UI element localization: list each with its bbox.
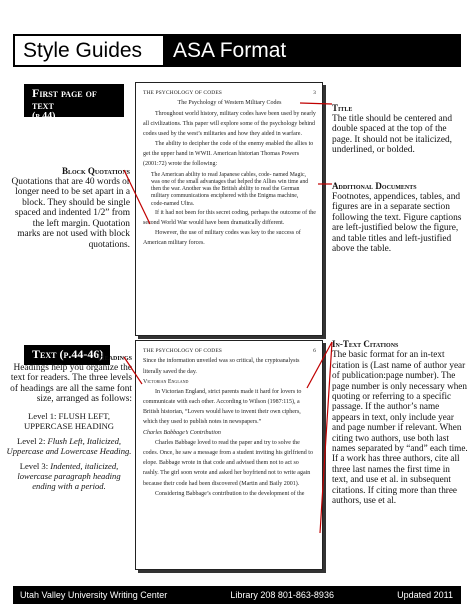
in-text-citations-text: The basic format for an in-text citation is (Last name of author year of publication:page number). The page number is only necessary when quoting or referring to a specific passage. If the author’s name appears in text, only include year and page number if relevant. When citing two authors, use both last names separated by “and” each time. If a work has three authors, cite all three last names the first time in text, and use et al. in subsequent citations. If citing more than three authors, use et al.: [332, 349, 468, 506]
page2-running-head: [143, 347, 316, 356]
page1-title: The Psychology of Western Military Codes: [177, 100, 282, 107]
style-guides-header: Style Guides: [13, 34, 165, 67]
page1-paragraph: The ability to decipher the code of the enemy enabled the allies to get the upper hand in WWII. American historian Thomas Powers (2001:72) wrote the following:: [143, 141, 314, 168]
page1-block-quote: The American ability to read Japanese cables, code- named Magic, was one of the small advantages that helped the Allies win time and then the war. Another was the British ability to read the German military communications enciphered with the Enigma machine, code-named Ultra.: [151, 171, 309, 207]
page1-running-head-text: THE PSYCHOLOGY OF CODES: [143, 90, 222, 96]
page1-paragraph: If it had not been for this secret coding, perhaps the outcome of the second World War would have been dramatically different.: [143, 209, 316, 227]
block-quotations-title: Block Quotations: [61, 166, 130, 176]
headings-note: [8, 352, 132, 405]
block-quotations-note: [8, 166, 130, 250]
footer-library-phone: Library 208 801-863-8936: [230, 590, 334, 600]
page2-intro: Since the information unveiled was so critical, the cryptoanalysts literally saved the day.: [143, 358, 300, 375]
footer-updated: Updated 2011: [397, 590, 453, 600]
block-quotations-text: Quotations that are 40 words or longer need to be set apart in a block. They should be single spaced and indented 1/2” from the left margin. Quotation marks are not used with block quotations.: [11, 176, 130, 250]
sample-first-page: [135, 82, 323, 336]
page1-running-head: [143, 89, 316, 98]
page2-paragraph: In Victorian England, strict parents made it hard for lovers to communicate with each other. According to Wilson (1987:115), a British historian, “Lovers would have to invent their own ciphers, which they used to publish notes in newspapers.”: [143, 388, 302, 426]
footer-bar: [13, 586, 461, 604]
heading-level-2-text: Flush Left, Italicized, Uppercase and Lowercase Heading.: [6, 436, 132, 456]
heading-level-2-prefix: Level 2:: [16, 436, 48, 446]
page1-paragraph: However, the use of military codes was key to the success of American military forces.: [143, 230, 301, 247]
asa-format-header: ASA Format: [165, 34, 461, 67]
additional-documents-note: [332, 181, 464, 255]
page2-paragraph: Considering Babbage’s contribution to the development of the: [155, 490, 305, 497]
footer-writing-center: Utah Valley University Writing Center: [20, 590, 168, 600]
heading-level-3-text: Indented, italicized, lowercase paragraph heading ending with a period.: [17, 461, 121, 491]
page2-page-number: 6: [313, 348, 316, 354]
heading-level-3-prefix: Level 3:: [19, 461, 51, 471]
in-text-citations-title: In-Text Citations: [332, 339, 399, 349]
heading-levels: [6, 411, 132, 496]
page2-level2-heading: Charles Babbage’s Contribution: [143, 429, 221, 436]
page1-paragraph: Throughout world history, military codes have been used by nearly all civilizations. This paper will explore some of the psychology behind codes used by the west’s militaries and how they aided in warfare.: [143, 110, 316, 137]
first-page-section-label: [24, 84, 124, 122]
additional-documents-title: Additional Documents: [332, 181, 417, 191]
headings-text: Headings help you organize the text for readers. The three levels of headings are all the same font size, arranged as follows:: [10, 362, 132, 404]
first-page-label-line2: (p.44): [32, 111, 56, 122]
page2-level1-heading: Victorian England: [143, 378, 189, 385]
title-note-text: The title should be centered and double spaced at the top of the page. It should not be italicized, underlined, or bolded.: [332, 113, 453, 155]
title-note-title: Title: [332, 103, 353, 113]
in-text-citations-note: [332, 339, 468, 506]
additional-documents-text: Footnotes, appendices, tables, and figures are in a separate section following the text. Figure captions are left-justified below the figure, and table titles and left-justified above the table.: [332, 191, 462, 254]
text-section-label-text: Text (p.44-46): [32, 347, 104, 361]
page2-paragraph: Charles Babbage loved to read the paper and try to solve the codes. Once, he saw a message from a student inviting his girlfriend to elope. Babbage wrote in that code and advised them not to act so rashly. The girl soon wrote and asked her boyfriend not to write again because their code had been discovered (Martin and Baily 2001).: [143, 439, 313, 487]
first-page-label-line1: First page of text: [32, 86, 97, 112]
heading-level-3: [6, 461, 132, 491]
title-note: [332, 103, 464, 156]
page1-page-number: 3: [313, 90, 316, 96]
sample-text-page: [135, 340, 323, 570]
page2-running-head-text: THE PSYCHOLOGY OF CODES: [143, 348, 222, 354]
heading-level-2: [6, 436, 132, 456]
heading-level-1: Level 1: FLUSH LEFT, UPPERCASE HEADING: [23, 411, 114, 431]
headings-title: Headings: [97, 352, 132, 362]
